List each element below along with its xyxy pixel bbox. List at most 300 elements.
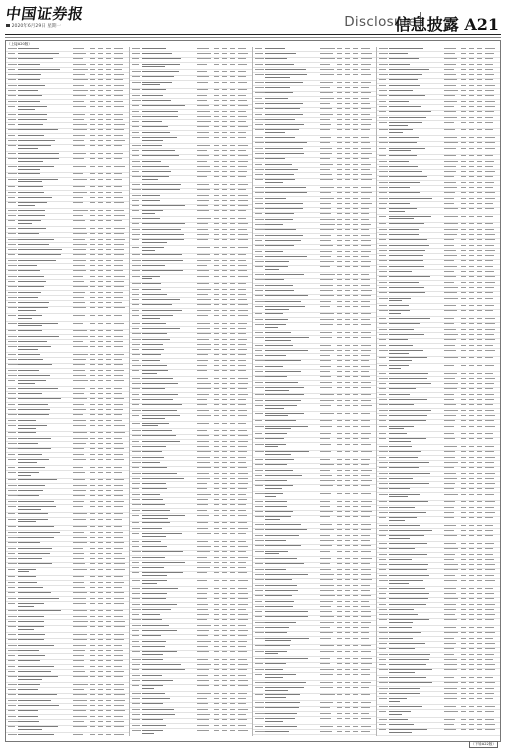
table-cell xyxy=(379,350,388,351)
table-cell xyxy=(90,370,95,371)
table-cell xyxy=(73,192,87,193)
table-cell xyxy=(230,528,235,529)
table-cell xyxy=(255,516,264,517)
table-cell xyxy=(98,726,103,727)
table-cell xyxy=(389,688,420,689)
table-row xyxy=(253,404,376,412)
table-cell xyxy=(214,557,219,558)
table-cell xyxy=(320,245,333,246)
table-cell xyxy=(8,671,15,672)
table-cell xyxy=(142,76,174,77)
table-cell xyxy=(230,659,235,660)
table-cell xyxy=(132,383,141,384)
table-cell xyxy=(255,658,265,659)
table-cell xyxy=(389,266,425,267)
table-cell xyxy=(18,286,44,287)
table-cell xyxy=(477,373,482,374)
table-cell xyxy=(444,614,455,615)
table-cell xyxy=(222,294,227,295)
table-cell xyxy=(361,601,369,602)
table-cell xyxy=(230,349,235,350)
table-cell xyxy=(265,219,293,220)
table-cell xyxy=(230,410,235,411)
table-cell xyxy=(345,651,350,652)
table-cell xyxy=(361,569,371,570)
table-cell xyxy=(337,707,342,708)
table-cell xyxy=(353,360,358,361)
table-cell xyxy=(132,229,141,230)
table-cell xyxy=(255,87,264,88)
table-cell xyxy=(238,370,247,371)
table-cell xyxy=(73,443,86,444)
table-cell xyxy=(238,223,248,224)
table-cell xyxy=(214,111,219,112)
table-cell xyxy=(73,359,86,360)
table-cell xyxy=(320,485,333,486)
table-cell xyxy=(90,53,95,54)
table-cell xyxy=(114,495,123,496)
table-cell xyxy=(469,654,474,655)
table-cell xyxy=(389,58,420,59)
table-cell xyxy=(132,370,140,371)
table-cell xyxy=(345,274,350,275)
table-cell xyxy=(8,479,16,480)
table-cell xyxy=(353,645,358,646)
table-cell xyxy=(197,260,212,261)
table-cell xyxy=(361,405,372,406)
table-cell xyxy=(142,425,159,426)
table-cell xyxy=(379,323,387,324)
table-cell xyxy=(8,420,16,421)
table-cell xyxy=(106,443,111,444)
table-cell xyxy=(90,689,95,690)
table-cell xyxy=(255,198,263,199)
table-cell xyxy=(90,265,95,266)
table-cell xyxy=(106,479,111,480)
table-row xyxy=(377,364,501,372)
table-cell xyxy=(320,98,334,99)
table-cell xyxy=(238,260,246,261)
table-cell xyxy=(197,270,209,271)
table-cell xyxy=(444,122,454,123)
table-cell xyxy=(238,546,249,547)
table-cell xyxy=(361,360,369,361)
table-cell xyxy=(255,387,264,388)
table-cell xyxy=(142,195,160,196)
table-cell xyxy=(114,53,123,54)
table-cell xyxy=(361,524,371,525)
table-cell xyxy=(8,158,17,159)
table-cell xyxy=(132,625,142,626)
table-cell xyxy=(485,543,494,544)
table-cell xyxy=(214,630,219,631)
table-cell xyxy=(265,174,294,175)
table-cell xyxy=(8,432,16,433)
table-cell xyxy=(197,294,208,295)
table-cell xyxy=(8,513,15,514)
table-cell xyxy=(389,329,415,330)
table-cell xyxy=(337,324,342,325)
table-cell xyxy=(18,548,52,549)
table-cell xyxy=(444,365,454,366)
table-cell xyxy=(222,709,227,710)
table-cell xyxy=(345,192,350,193)
table-cell xyxy=(18,325,42,326)
table-row xyxy=(377,619,501,627)
table-cell xyxy=(214,703,219,704)
table-cell xyxy=(361,48,370,49)
table-cell xyxy=(477,95,482,96)
table-cell xyxy=(142,270,183,271)
table-cell xyxy=(114,734,124,735)
table-cell xyxy=(18,205,35,206)
table-cell xyxy=(106,281,111,282)
table-cell xyxy=(98,626,103,627)
table-cell xyxy=(444,48,456,49)
table-cell xyxy=(238,161,249,162)
table-cell xyxy=(485,287,494,288)
table-cell xyxy=(337,187,342,188)
table-cell xyxy=(485,350,496,351)
table-cell xyxy=(90,472,95,473)
table-cell xyxy=(222,410,227,411)
table-cell xyxy=(222,111,227,112)
table-cell xyxy=(389,334,425,335)
table-cell xyxy=(18,192,44,193)
table-cell xyxy=(230,323,235,324)
table-cell xyxy=(444,693,458,694)
table-cell xyxy=(353,235,358,236)
table-cell xyxy=(197,478,211,479)
table-cell xyxy=(142,733,155,734)
table-cell xyxy=(214,669,219,670)
table-cell xyxy=(461,58,466,59)
table-cell xyxy=(73,53,86,54)
table-cell xyxy=(18,388,58,389)
table-cell xyxy=(18,621,44,622)
table-cell xyxy=(265,682,306,683)
table-cell xyxy=(18,158,59,159)
table-cell xyxy=(197,299,211,300)
table-cell xyxy=(345,611,350,612)
table-cell xyxy=(345,371,350,372)
table-cell xyxy=(255,213,262,214)
table-cell xyxy=(255,261,264,262)
table-cell xyxy=(361,306,370,307)
table-cell xyxy=(73,341,83,342)
table-cell xyxy=(444,53,456,54)
table-cell xyxy=(214,304,219,305)
table-cell xyxy=(132,488,139,489)
table-cell xyxy=(73,145,85,146)
table-cell xyxy=(8,472,16,473)
table-cell xyxy=(214,323,219,324)
table-cell xyxy=(222,604,227,605)
table-cell xyxy=(142,703,163,704)
table-cell xyxy=(469,677,474,678)
table-cell xyxy=(461,543,466,544)
table-cell xyxy=(361,651,371,652)
table-cell xyxy=(379,334,388,335)
table-cell xyxy=(353,103,358,104)
table-cell xyxy=(345,355,350,356)
table-cell xyxy=(142,247,164,248)
table-cell xyxy=(214,58,219,59)
table-row xyxy=(253,717,376,725)
table-cell xyxy=(222,116,227,117)
table-cell xyxy=(353,579,358,580)
table-cell xyxy=(485,588,494,589)
table-cell xyxy=(106,700,111,701)
table-cell xyxy=(106,425,111,426)
table-cell xyxy=(214,155,219,156)
table-cell xyxy=(461,604,466,605)
table-row xyxy=(253,179,376,187)
table-cell xyxy=(389,410,432,411)
table-cell xyxy=(345,558,350,559)
table-cell xyxy=(106,135,111,136)
table-cell xyxy=(444,350,456,351)
table-cell xyxy=(469,357,474,358)
table-cell xyxy=(238,132,247,133)
table-cell xyxy=(444,648,454,649)
table-cell xyxy=(142,328,180,329)
table-cell xyxy=(461,111,466,112)
table-cell xyxy=(379,182,389,183)
table-cell xyxy=(477,729,482,730)
table-cell xyxy=(379,101,386,102)
table-cell xyxy=(485,58,494,59)
table-cell xyxy=(485,148,495,149)
table-cell xyxy=(337,98,342,99)
table-cell xyxy=(477,64,482,65)
table-cell xyxy=(197,360,209,361)
table-cell xyxy=(477,598,482,599)
table-cell xyxy=(353,306,358,307)
table-cell xyxy=(8,101,17,102)
table-cell xyxy=(255,82,264,83)
table-cell xyxy=(114,610,123,611)
table-cell xyxy=(142,698,171,699)
table-cell xyxy=(98,69,103,70)
table-cell xyxy=(444,117,458,118)
table-cell xyxy=(90,233,95,234)
table-cell xyxy=(265,48,285,49)
table-cell xyxy=(469,580,474,581)
table-cell xyxy=(444,250,457,251)
table-cell xyxy=(142,132,171,133)
table-cell xyxy=(214,64,219,65)
table-cell xyxy=(197,693,212,694)
table-cell xyxy=(353,219,358,220)
table-cell xyxy=(8,254,15,255)
table-cell xyxy=(222,510,227,511)
table-row xyxy=(253,637,376,645)
table-cell xyxy=(461,106,466,107)
table-cell xyxy=(485,383,494,384)
table-cell xyxy=(469,706,474,707)
table-cell xyxy=(90,448,95,449)
table-cell xyxy=(73,48,84,49)
table-cell xyxy=(444,559,454,560)
table-cell xyxy=(389,216,432,217)
table-cell xyxy=(379,410,388,411)
table-cell xyxy=(18,233,39,234)
table-cell xyxy=(230,394,235,395)
table-cell xyxy=(353,540,358,541)
table-cell xyxy=(238,580,249,581)
table-row xyxy=(6,602,129,610)
table-cell xyxy=(73,114,85,115)
square-bullet-icon xyxy=(6,24,10,28)
table-cell xyxy=(142,161,162,162)
table-cell xyxy=(255,295,263,296)
table-cell xyxy=(90,124,95,125)
table-cell xyxy=(320,529,334,530)
table-cell xyxy=(444,166,457,167)
table-cell xyxy=(90,220,95,221)
table-cell xyxy=(73,254,86,255)
table-cell xyxy=(345,261,350,262)
table-cell xyxy=(320,285,333,286)
table-cell xyxy=(444,255,458,256)
table-cell xyxy=(142,410,177,411)
table-cell xyxy=(90,323,95,324)
table-row xyxy=(130,239,253,247)
table-cell xyxy=(379,318,387,319)
table-cell xyxy=(98,53,103,54)
table-cell xyxy=(461,535,466,536)
table-cell xyxy=(90,582,95,583)
table-cell xyxy=(461,659,466,660)
table-cell xyxy=(485,85,496,86)
table-cell xyxy=(230,604,235,605)
table-cell xyxy=(461,664,466,665)
table-cell xyxy=(90,359,95,360)
table-cell xyxy=(230,105,235,106)
table-cell xyxy=(106,315,111,316)
table-cell xyxy=(90,341,95,342)
table-cell xyxy=(361,169,370,170)
table-cell xyxy=(114,553,122,554)
table-cell xyxy=(106,676,111,677)
table-cell xyxy=(142,430,173,431)
table-cell xyxy=(238,499,248,500)
table-cell xyxy=(337,590,342,591)
table-cell xyxy=(444,282,454,283)
table-cell xyxy=(361,545,371,546)
table-cell xyxy=(90,495,95,496)
table-cell xyxy=(18,58,53,59)
table-cell xyxy=(320,405,331,406)
table-cell xyxy=(142,116,179,117)
table-row xyxy=(377,493,501,501)
table-cell xyxy=(389,69,429,70)
table-cell xyxy=(379,58,387,59)
table-cell xyxy=(222,171,227,172)
table-cell xyxy=(222,719,227,720)
table-cell xyxy=(98,563,103,564)
table-cell xyxy=(142,541,161,542)
table-cell xyxy=(477,677,482,678)
table-cell xyxy=(337,535,342,536)
table-cell xyxy=(353,669,358,670)
table-cell xyxy=(461,517,466,518)
table-cell xyxy=(90,48,95,49)
table-cell xyxy=(197,499,208,500)
table-cell xyxy=(345,158,350,159)
table-row xyxy=(6,379,129,387)
table-cell xyxy=(90,513,95,514)
table-cell xyxy=(114,414,122,415)
table-cell xyxy=(106,671,111,672)
table-cell xyxy=(361,551,371,552)
table-cell xyxy=(222,457,227,458)
table-cell xyxy=(106,79,111,80)
table-cell xyxy=(197,441,209,442)
table-cell xyxy=(320,53,333,54)
table-cell xyxy=(132,546,140,547)
table-cell xyxy=(18,186,43,187)
table-cell xyxy=(230,680,235,681)
table-cell xyxy=(98,281,103,282)
table-cell xyxy=(197,328,211,329)
table-cell xyxy=(345,535,350,536)
table-cell xyxy=(361,718,371,719)
table-cell xyxy=(214,593,219,594)
table-cell xyxy=(461,216,466,217)
table-cell xyxy=(337,413,342,414)
table-cell xyxy=(320,694,335,695)
table-cell xyxy=(214,333,219,334)
table-cell xyxy=(461,266,466,267)
table-cell xyxy=(361,475,370,476)
table-cell xyxy=(265,158,285,159)
table-cell xyxy=(8,443,17,444)
table-cell xyxy=(142,404,183,405)
table-cell xyxy=(265,371,301,372)
table-cell xyxy=(265,651,287,652)
table-cell xyxy=(337,87,342,88)
table-cell xyxy=(73,404,84,405)
table-cell xyxy=(485,517,493,518)
table-cell xyxy=(73,710,86,711)
table-cell xyxy=(214,234,219,235)
table-cell xyxy=(90,626,95,627)
table-cell xyxy=(98,276,103,277)
table-cell xyxy=(485,467,495,468)
table-cell xyxy=(379,559,386,560)
table-cell xyxy=(485,79,493,80)
table-cell xyxy=(265,405,297,406)
table-cell xyxy=(265,235,303,236)
table-cell xyxy=(379,310,389,311)
table-cell xyxy=(8,244,16,245)
table-cell xyxy=(320,148,332,149)
table-cell xyxy=(98,610,103,611)
table-cell xyxy=(222,223,227,224)
table-cell xyxy=(477,619,482,620)
table-cell xyxy=(197,625,212,626)
table-cell xyxy=(230,283,235,284)
table-cell xyxy=(132,680,140,681)
table-cell xyxy=(214,166,219,167)
table-cell xyxy=(142,294,168,295)
table-cell xyxy=(238,388,247,389)
table-cell xyxy=(132,675,141,676)
table-cell xyxy=(73,85,84,86)
continued-to-label: （下转A22版） xyxy=(471,742,496,746)
